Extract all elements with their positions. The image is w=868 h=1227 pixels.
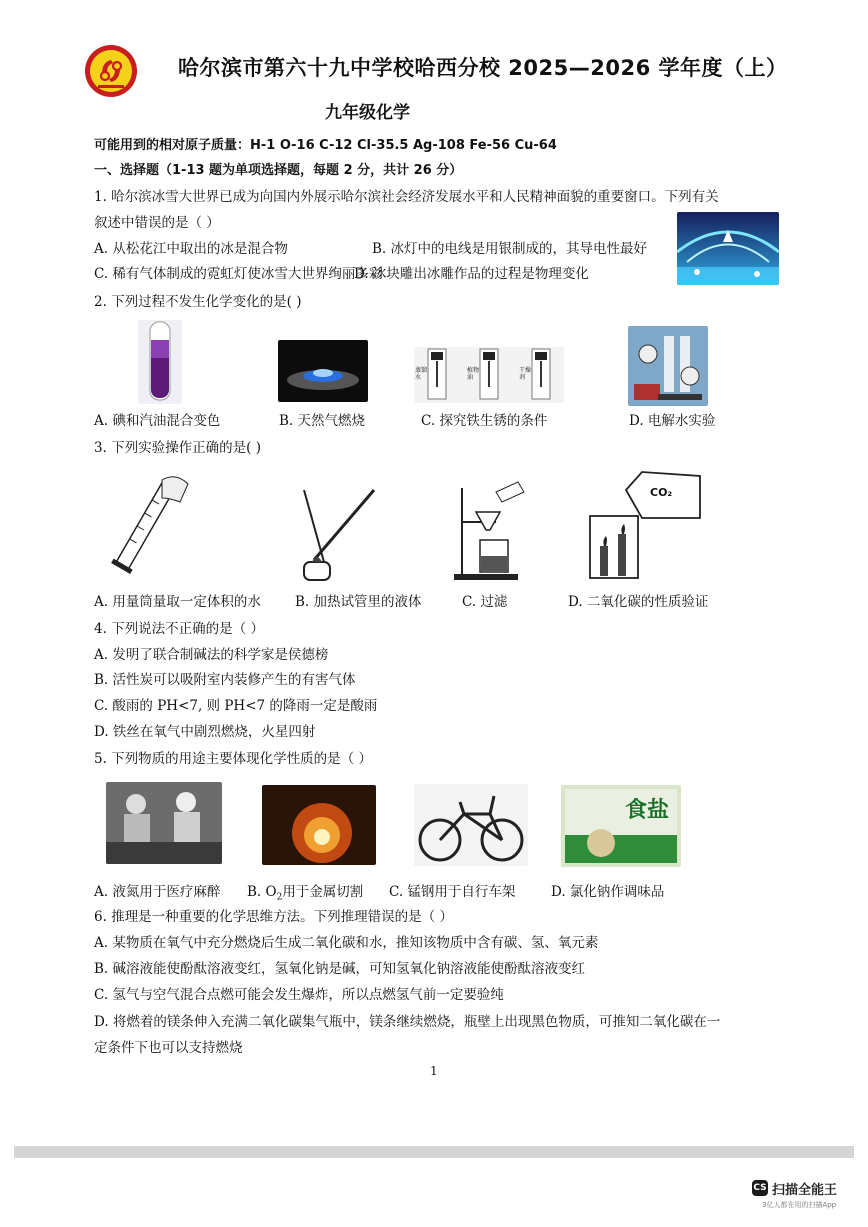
electrolysis-apparatus-image <box>628 326 708 406</box>
q3-option-a: A. 用量筒量取一定体积的水 <box>94 594 261 610</box>
q3-option-c: C. 过滤 <box>462 594 508 610</box>
q4-stem: 4. 下列说法不正确的是（ ） <box>94 621 264 637</box>
camscanner-badge: CS <box>752 1180 768 1196</box>
gas-burner-image <box>278 340 368 402</box>
q3-option-d: D. 二氧化碳的性质验证 <box>568 594 709 610</box>
ice-world-photo <box>677 212 779 285</box>
q5-option-d: D. 氯化钠作调味品 <box>551 884 665 900</box>
camscanner-tagline: 3亿人都在用的扫描App <box>762 1201 837 1209</box>
q6-option-c: C. 氢气与空气混合点燃可能会发生爆炸，所以点燃氢气前一定要验纯 <box>94 987 504 1003</box>
iron-rust-experiment-image <box>414 347 564 403</box>
medical-surgery-photo <box>106 782 222 864</box>
page-title: 哈尔滨市第六十九中学校哈西分校 2025—2026 学年度（上） <box>178 56 788 80</box>
section-heading: 一、选择题（1-13 题为单项选择题，每题 2 分，共计 26 分） <box>94 163 463 178</box>
q2-option-d: D. 电解水实验 <box>629 413 716 429</box>
co2-label: CO₂ <box>650 486 673 499</box>
q3-option-b: B. 加热试管里的液体 <box>295 594 422 610</box>
q3-stem: 3. 下列实验操作正确的是( ) <box>94 440 261 456</box>
q5-option-b <box>247 883 363 907</box>
q2-option-a: A. 碘和汽油混合变色 <box>94 413 221 429</box>
q1-option-c: C. 稀有气体制成的霓虹灯使冰雪大世界绚丽多彩 <box>94 266 383 282</box>
camscanner-name: 扫描全能王 <box>772 1183 838 1198</box>
q1-stem-line1: 1. 哈尔滨冰雪大世界已成为向国内外展示哈尔滨社会经济发展水平和人民精神面貌的重要窗口。下列有关 <box>94 189 719 205</box>
q5-option-a: A. 液氮用于医疗麻醉 <box>94 884 221 900</box>
metal-cutting-photo <box>262 785 376 865</box>
q6-stem: 6. 推理是一种重要的化学思维方法。下列推理错误的是（ ） <box>94 909 453 925</box>
q4-option-d: D. 铁丝在氧气中剧烈燃烧，火星四射 <box>94 724 316 740</box>
q2-option-c: C. 探究铁生锈的条件 <box>421 413 548 429</box>
co2-experiment-image <box>584 466 708 582</box>
q4-option-c: C. 酸雨的 PH<7, 则 PH<7 的降雨一定是酸雨 <box>94 698 378 714</box>
q1-option-d: D. 冰块雕出冰雕作品的过程是物理变化 <box>354 266 589 282</box>
page-bottom-band <box>14 1146 854 1158</box>
q6-option-a: A. 某物质在氧气中充分燃烧后生成二氧化碳和水，推知该物质中含有碳、氢、氧元素 <box>94 935 599 951</box>
bicycle-photo <box>414 784 528 866</box>
salt-package-photo <box>561 785 681 867</box>
q5-option-b-suffix: 用于金属切割 <box>282 884 364 900</box>
school-logo <box>84 44 138 98</box>
salt-label: 食盐 <box>625 798 670 823</box>
page-number: 1 <box>430 1064 438 1078</box>
atomic-masses: 可能用到的相对原子质量：H-1 O-16 C-12 Cl-35.5 Ag-108 Fe-56 Cu-64 <box>94 138 557 153</box>
q6-option-d-line2: 定条件下也可以支持燃烧 <box>94 1040 243 1056</box>
page-subtitle: 九年级化学 <box>325 103 410 123</box>
q1-stem-line2: 叙述中错误的是（ ） <box>94 215 220 231</box>
q5-option-b-subscript: 2 <box>276 892 283 903</box>
q2-stem: 2. 下列过程不发生化学变化的是( ) <box>94 294 302 310</box>
tube-label-2: 植物油 <box>467 367 480 381</box>
q1-option-a: A. 从松花江中取出的冰是混合物 <box>94 241 288 257</box>
graduated-cylinder-image <box>104 470 200 578</box>
iodine-gasoline-tube-image <box>138 320 182 404</box>
q6-option-b: B. 碱溶液能使酚酞溶液变红，氢氧化钠是碱，可知氢氧化钠溶液能使酚酞溶液变红 <box>94 961 586 977</box>
q5-option-b-prefix: B. O <box>247 884 277 900</box>
filtration-image <box>452 478 532 582</box>
q4-option-b: B. 活性炭可以吸附室内装修产生的有害气体 <box>94 672 356 688</box>
tube-label-1: 蒸馏水 <box>415 367 428 381</box>
q6-option-d-line1: D. 将燃着的镁条伸入充满二氧化碳集气瓶中，镁条继续燃烧，瓶壁上出现黑色物质，可推知二氧化碳在一 <box>94 1014 721 1030</box>
q4-option-a: A. 发明了联合制碱法的科学家是侯德榜 <box>94 647 329 663</box>
q5-stem: 5. 下列物质的用途主要体现化学性质的是（ ） <box>94 751 372 767</box>
heating-test-tube-image <box>294 470 386 586</box>
q5-option-c: C. 锰钢用于自行车架 <box>389 884 516 900</box>
tube-label-3: 干燥剂 <box>519 367 532 381</box>
q2-option-b: B. 天然气燃烧 <box>279 413 366 429</box>
q1-option-b: B. 冰灯中的电线是用银制成的，其导电性最好 <box>372 241 648 257</box>
